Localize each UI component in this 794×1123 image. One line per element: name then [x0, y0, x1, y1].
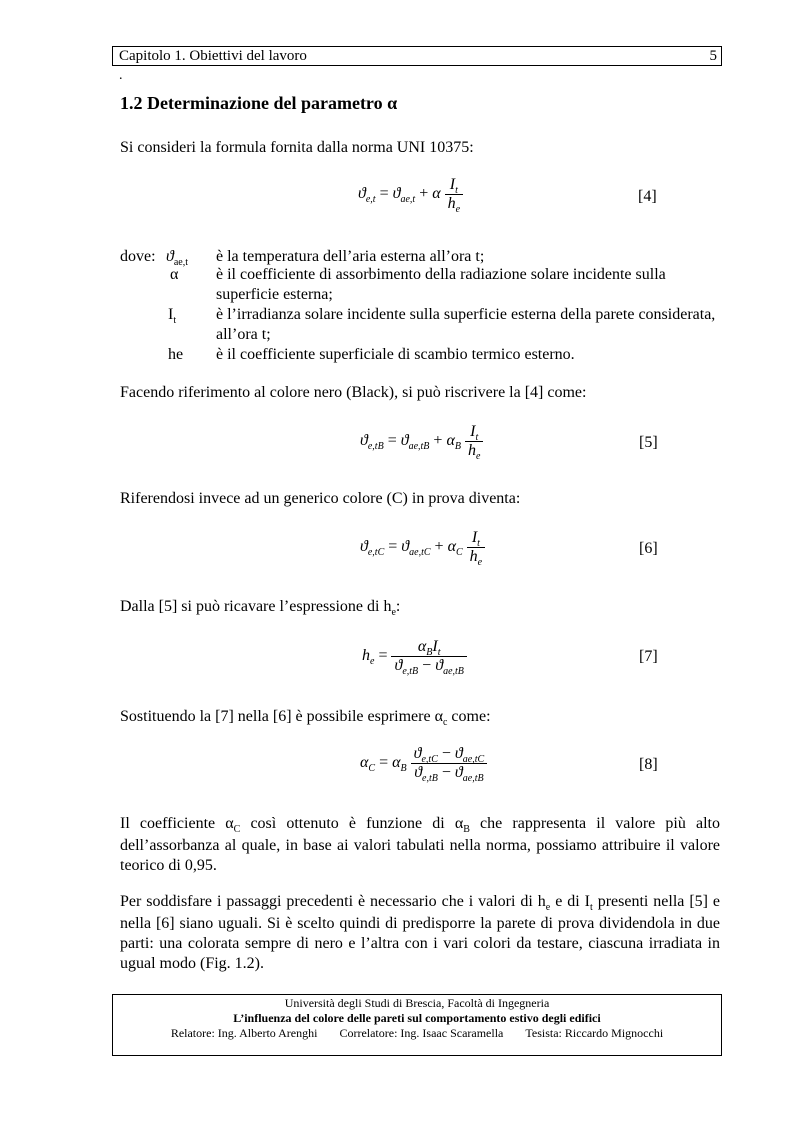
equation-5: $ϑ_{e,tB} = ϑ_{ae,tB} + \alpha_B$ $\frac{I_t}{h_e}$	[360, 423, 483, 460]
definitions-lead: dove:	[120, 248, 156, 265]
equation-8: $\alpha_C = \alpha_B$ $\frac{ϑ_{e,tC} - ϑ_{ae,tC}}{ϑ_{e,tB} - ϑ_{ae,tB}}$	[360, 745, 487, 782]
definition-text: è la temperatura dell’aria esterna all’ora t;	[216, 248, 485, 265]
definition-term: he	[168, 346, 184, 363]
footer-correlatore: Correlatore: Ing. Isaac Scaramella	[339, 1026, 504, 1040]
page-number: 5	[709, 48, 717, 64]
equation-7-number: [7]	[639, 648, 658, 665]
section-title: 1.2 Determinazione del parametro α	[120, 93, 398, 113]
definition-term: $ϑ_{ae,t}$	[166, 248, 189, 268]
footer-tesista: Tesista: Riccardo Mignocchi	[525, 1026, 664, 1040]
definition-term: $I_t$	[168, 306, 177, 326]
equation-6-number: [6]	[639, 540, 658, 557]
definition-text: è il coefficiente di assorbimento della radiazione solare incidente sulla superficie esterna;	[216, 266, 666, 303]
footer-thesis-title: L’influenza del colore delle pareti sul comportamento estivo degli edifici	[233, 1011, 601, 1025]
definition-term: α	[170, 266, 179, 283]
definition-text: è l’irradianza solare incidente sulla superficie esterna della parete considerata, all’ora t;	[216, 306, 716, 343]
paragraph-black: Facendo riferimento al colore nero (Black), si può riscrivere la [4] come:	[120, 384, 587, 401]
footer-university: Università degli Studi di Brescia, Facoltà di Ingegneria	[284, 996, 550, 1010]
paragraph-coefficient: Il coefficiente $\alpha_C$ così ottenuto è funzione di $\alpha_B$ che rappresenta il valore più alto dell’assorbanza al quale, in base ai valori tabulati nella norma, possiamo attribuire il valore teorico di 0,95.	[120, 815, 720, 874]
paragraph-substitution: Sostituendo la [7] nella [6] è possibile esprimere $\alpha_c$ come:	[120, 708, 491, 728]
equation-7: $h_e$ = $\frac{\alpha_BI_t}{ϑ_{e,tB} - ϑ_{ae,tB}}$	[362, 638, 467, 675]
paragraph-generic: Riferendosi invece ad un generico colore (C) in prova diventa:	[120, 490, 521, 507]
page-header	[112, 46, 722, 66]
paragraph-final: Per soddisfare i passaggi precedenti è necessario che i valori di $h_e$ e di $I_t$ presenti nella [5] e nella [6] siano uguali. Si è scelto quindi di predisporre la parete di prova dividendola in due parti: una colorata sempre di nero e l’altra con i vari colori da testare, ciascuna irradiata in ugual modo (Fig. 1.2).	[120, 893, 721, 972]
footer-relatore: Relatore: Ing. Alberto Arenghi	[170, 1026, 318, 1040]
footer-people	[113, 1026, 721, 1041]
page-footer	[112, 994, 722, 1056]
chapter-title: Capitolo 1. Obiettivi del lavoro	[119, 48, 307, 64]
paragraph-from5: Dalla [5] si può ricavare l’espressione di $h_e$:	[120, 598, 401, 618]
definition-text: è il coefficiente superficiale di scambio termico esterno.	[216, 346, 575, 363]
equation-4-number: [4]	[638, 188, 657, 205]
equation-8-number: [8]	[639, 756, 658, 773]
equation-5-number: [5]	[639, 434, 658, 451]
equation-6: $ϑ_{e,tC} = ϑ_{ae,tC} + \alpha_C$ $\frac{I_t}{h_e}$	[360, 529, 485, 566]
intro-paragraph: Si consideri la formula fornita dalla norma UNI 10375:	[120, 139, 474, 156]
stray-dot: .	[119, 68, 123, 83]
definitions-list	[120, 247, 720, 367]
equation-4: $ϑ_{e,t} = ϑ_{ae,t} + \alpha$ $\frac{I_t}{h_e}$	[358, 176, 463, 213]
